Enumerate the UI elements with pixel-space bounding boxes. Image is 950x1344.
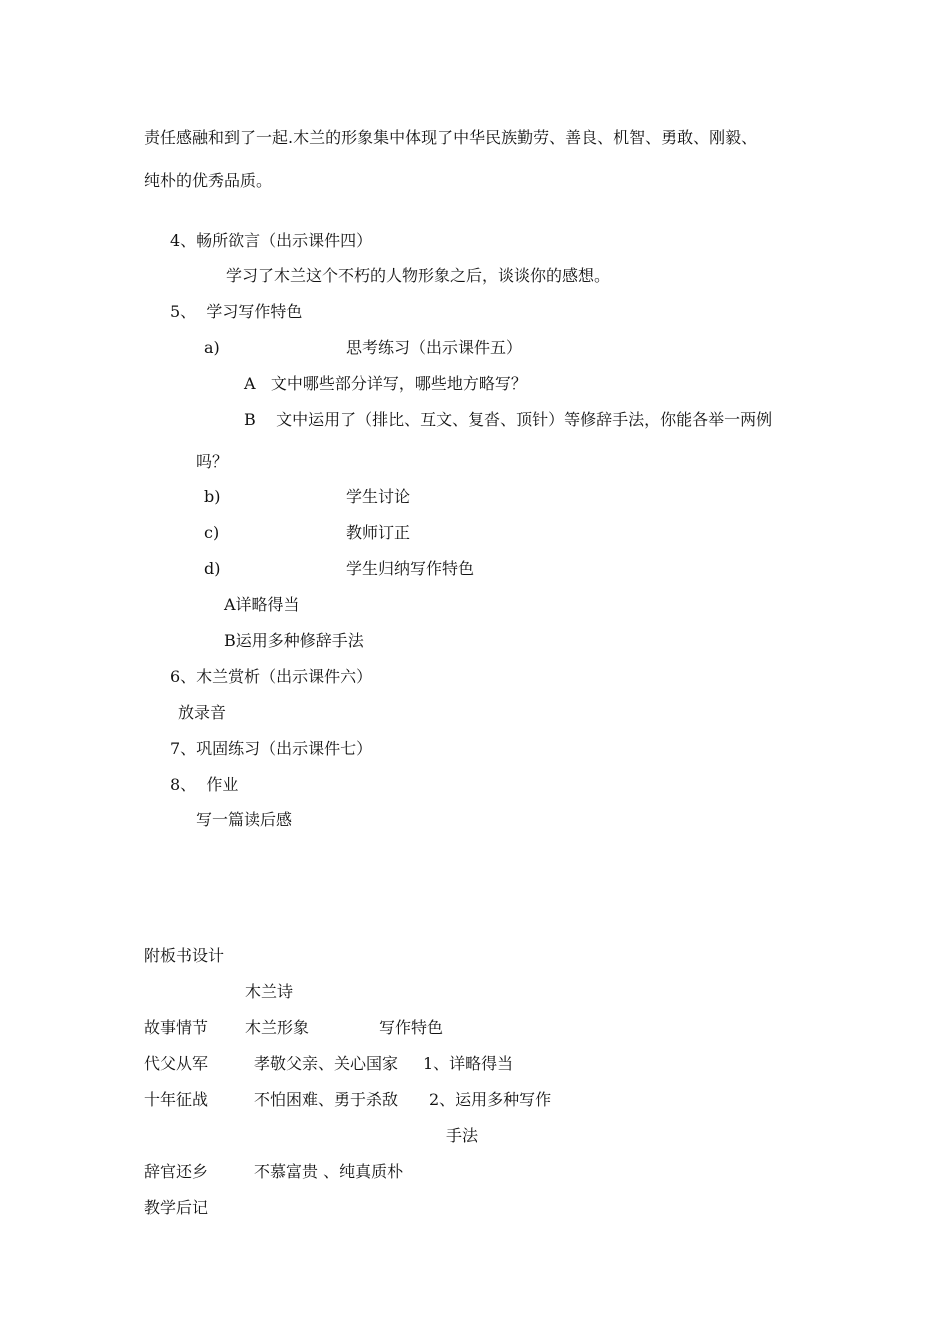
step6-body: 放录音 [178, 703, 227, 722]
board-heading: 附板书设计 [144, 946, 225, 965]
step5-b-text: 学生讨论 [346, 487, 411, 506]
board-col-plot-header: 故事情节 [144, 1018, 209, 1037]
board-row-2-image: 不怕困难、勇于杀敌 [254, 1090, 399, 1109]
step6-title: 6、木兰赏析（出示课件六） [170, 667, 373, 686]
question-a: A 文中哪些部分详写，哪些地方略写？ [244, 374, 527, 393]
intro-line-2: 纯朴的优秀品质。 [144, 171, 273, 190]
question-b-continued: 吗？ [196, 452, 229, 471]
intro-line-1: 责任感融和到了一起.木兰的形象集中体现了中华民族勤劳、善良、机智、勇敢、刚毅、 [144, 128, 758, 147]
step8-title: 8、 作业 [170, 775, 239, 794]
afterword-heading: 教学后记 [144, 1198, 209, 1217]
question-b: B 文中运用了（排比、互文、复沓、顶针）等修辞手法，你能各举一两例 [244, 410, 773, 429]
step5-c-label: c) [204, 523, 220, 542]
step5-d-text: 学生归纳写作特色 [346, 559, 475, 578]
feature-a: A详略得当 [224, 595, 300, 614]
step5-a-label: a) [204, 338, 220, 357]
step5-title: 5、 学习写作特色 [170, 302, 303, 321]
board-row-1-plot: 代父从军 [144, 1054, 209, 1073]
step5-d-label: d) [204, 559, 221, 578]
board-row-4-image: 不慕富贵 、纯真质朴 [254, 1162, 404, 1181]
feature-b: B运用多种修辞手法 [224, 631, 364, 650]
step8-body: 写一篇读后感 [196, 810, 293, 829]
board-row-2-plot: 十年征战 [144, 1090, 209, 1109]
board-row-1-image: 孝敬父亲、关心国家 [254, 1054, 399, 1073]
step4-title: 4、畅所欲言（出示课件四） [170, 231, 373, 250]
board-row-4-plot: 辞官还乡 [144, 1162, 209, 1181]
board-row-1-feature: 1、详略得当 [423, 1054, 514, 1073]
board-col-feature-header: 写作特色 [379, 1018, 444, 1037]
step5-a-text: 思考练习（出示课件五） [346, 338, 523, 357]
board-col-image-header: 木兰形象 [245, 1018, 310, 1037]
step4-body: 学习了木兰这个不朽的人物形象之后，谈谈你的感想。 [226, 266, 611, 285]
poem-title: 木兰诗 [245, 982, 294, 1001]
step5-b-label: b) [204, 487, 221, 506]
step7-title: 7、巩固练习（出示课件七） [170, 739, 373, 758]
board-row-2-feature: 2、运用多种写作 [429, 1090, 552, 1109]
board-row-3-feature: 手法 [446, 1126, 479, 1145]
step5-c-text: 教师订正 [346, 523, 411, 542]
